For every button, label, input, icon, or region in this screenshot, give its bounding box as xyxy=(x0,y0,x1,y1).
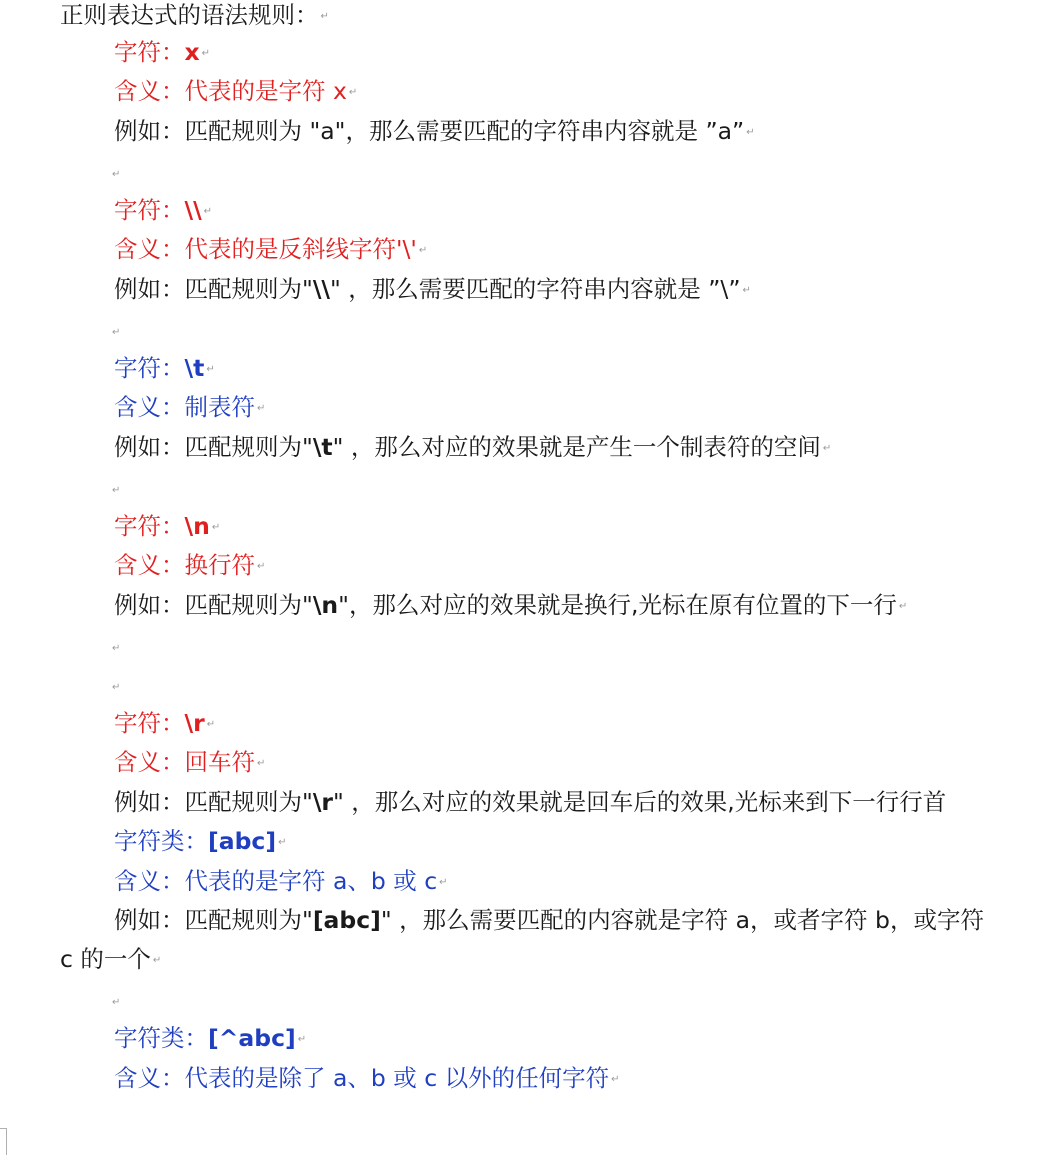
rule-example-return: 例如：匹配规则为"\r" ，那么对应的效果就是回车后的效果,光标来到下一行行首 xyxy=(114,788,947,816)
document-heading: 正则表达式的语法规则： ↵ xyxy=(60,1,329,29)
rule-meaning-tab: 含义：制表符 ↵ xyxy=(114,393,266,421)
empty-paragraph: ↵ xyxy=(112,682,121,693)
rule-example-backslash: 例如：匹配规则为"\\" ，那么需要匹配的字符串内容就是 ”\” ↵ xyxy=(114,275,751,303)
empty-paragraph: ↵ xyxy=(112,997,121,1008)
empty-paragraph: ↵ xyxy=(112,327,121,338)
rule-char-tab: 字符：\t ↵ xyxy=(114,354,215,382)
rule-example-abc-continued: c 的一个 ↵ xyxy=(60,945,162,973)
rule-meaning-return: 含义：回车符 ↵ xyxy=(114,748,266,776)
empty-paragraph: ↵ xyxy=(112,643,121,654)
rule-meaning-x: 含义：代表的是字符 x ↵ xyxy=(114,77,358,105)
rule-meaning-backslash: 含义：代表的是反斜线字符'\' ↵ xyxy=(114,235,428,263)
page-corner-marker xyxy=(0,1128,7,1155)
rule-meaning-abc: 含义：代表的是字符 a、b 或 c ↵ xyxy=(114,867,448,895)
rule-example-newline: 例如：匹配规则为"\n"，那么对应的效果就是换行,光标在原有位置的下一行 ↵ xyxy=(114,591,908,619)
rule-example-abc: 例如：匹配规则为"[abc]" ，那么需要匹配的内容就是字符 a，或者字符 b，或字符 xyxy=(114,906,984,934)
empty-paragraph: ↵ xyxy=(112,485,121,496)
empty-paragraph: ↵ xyxy=(112,169,121,180)
rule-char-backslash: 字符：\\ ↵ xyxy=(114,196,213,224)
rule-char-newline: 字符：\n ↵ xyxy=(114,512,221,540)
rule-char-x: 字符：x ↵ xyxy=(114,38,211,66)
rule-charclass-abc: 字符类：[abc] ↵ xyxy=(114,827,287,855)
rule-example-x: 例如：匹配规则为 "a"，那么需要匹配的字符串内容就是 ”a” ↵ xyxy=(114,117,755,145)
rule-example-tab: 例如：匹配规则为"\t" ，那么对应的效果就是产生一个制表符的空间 ↵ xyxy=(114,433,832,461)
rule-charclass-not-abc: 字符类：[^abc] ↵ xyxy=(114,1024,307,1052)
rule-char-return: 字符：\r ↵ xyxy=(114,709,216,737)
rule-meaning-not-abc: 含义：代表的是除了 a、b 或 c 以外的任何字符 ↵ xyxy=(114,1064,620,1092)
rule-meaning-newline: 含义：换行符 ↵ xyxy=(114,551,266,579)
